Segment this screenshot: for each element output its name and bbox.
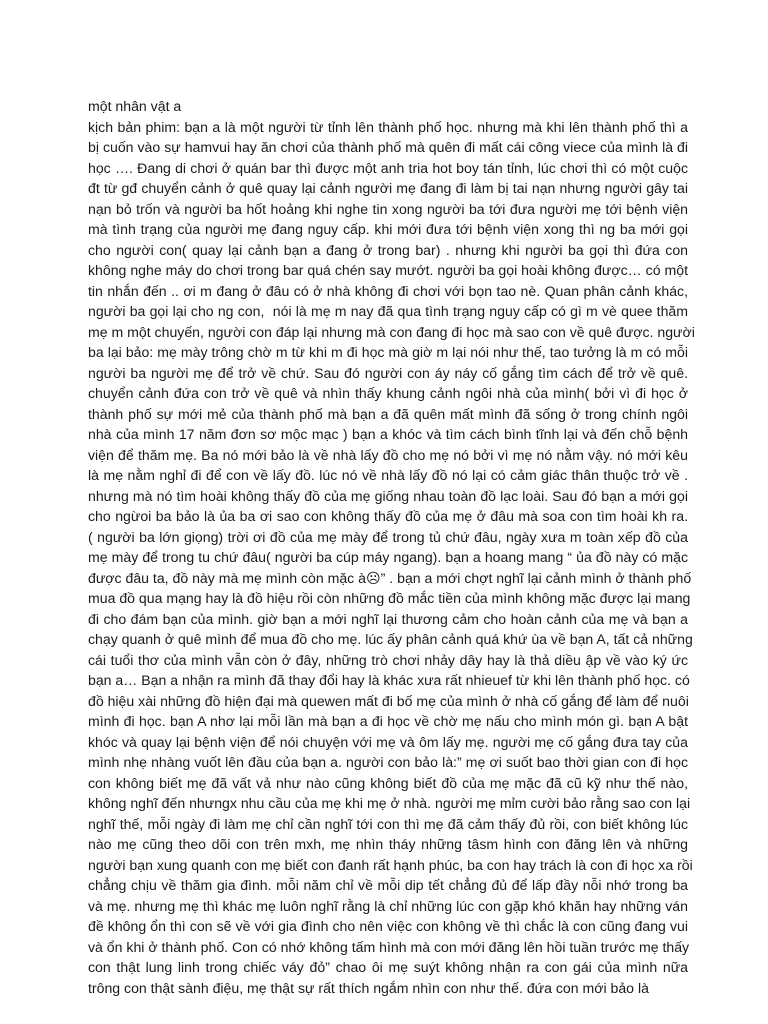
text-line: viện để thăm mẹ. Ba nó mới bảo là về nhà lấy đồ cho mẹ nó bởi vì mẹ nó nằm vậy. nó mới kêu: [88, 446, 688, 463]
text-line: trông con thật sành điệu, mẹ thật sự rất thích ngắm nhìn con như thế. đứa con mới bảo là: [88, 979, 649, 996]
text-line: đồ hiệu xài những đồ hiện đại mà quewen mất đi bố mẹ của mình ở nhà cố gắng để làm để nuôi: [88, 692, 689, 709]
document-page: [88, 96, 695, 998]
text-line: được đâu ta, đồ này mà mẹ mình còn mặc à☹” . bạn a mới chợt nghĩ lại cảnh mình ở thành phố: [88, 569, 692, 586]
text-line: kịch bản phim: bạn a là một người từ tỉnh lên thành phố học. nhưng mà khi lên thành phố thì a: [88, 118, 688, 135]
text-line: cho người con( quay lại cảnh bạn a đang ở trong bar) . nhưng khi người ba gọi thì đứa con: [88, 241, 688, 258]
document-title: một nhân vật a: [88, 98, 182, 114]
text-line: ( người ba lớn giọng) trời ơi đồ của mẹ mày để trong tủ chứ đâu, ngày xưa m toàn xếp đồ của: [88, 528, 688, 545]
text-line: và ổn khi ở thành phố. Con có nhớ không tấm hình mà con mới đăng lên hồi tuần trước mẹ thấy: [88, 938, 690, 955]
text-line: người ba gọi lại cho ng con, nói là mẹ m nay đã qua tình trạng nguy cấp có gì m vè quee thăm: [88, 303, 688, 319]
text-line: không nghĩ đến nhưngx nhu cầu của mẹ khi mẹ ở nhà. người mẹ mỉm cười bảo rằng sao con lại: [88, 795, 691, 811]
text-line: không nghe máy do chơi trong bar quá chén say mướt. người ba gọi hoài không được… có một: [88, 262, 688, 278]
text-line: cho ngừoi ba bảo là ủa ba ơi sao con không thấy đồ của mẹ ở đâu mà soa con tìm hoài kh ra.: [88, 508, 688, 524]
text-line: người ba người mẹ để trở về chứ. Sau đó người con áy náy cố gắng tìm cách để trở về quê.: [88, 364, 688, 381]
text-line: con thật lung linh trong chiếc váy đỏ” chao ôi mẹ suýt không nhận ra con gái của mình nữa: [88, 959, 688, 975]
text-line: chẳng chịu về thăm gia đình. mỗi năm chỉ về mỗi dip tết chẳng đủ để lấp đầy nỗi nhớ trong ba: [88, 877, 688, 893]
document-body: [88, 117, 695, 999]
text-line: con không biết mẹ đã vất vả như nào cũng không biết đồ của mẹ mặc đã cũ kỹ như thế nào,: [88, 774, 688, 791]
text-line: chạy quanh ở quê mình để mua đồ cho mẹ. lúc ấy phân cảnh quá khứ ùa về bạn A, tất cả những: [88, 631, 693, 647]
text-line: và mẹ. nhưng mẹ thì khác mẹ luôn nghĩ rằng là chỉ những lúc con gặp khó khăn hay những ván: [88, 897, 688, 914]
text-line: người bạn xung quanh con mẹ biết con đanh rất hạnh phúc, ba con hay trách là con đi học xa rồi: [88, 856, 693, 873]
text-line: mình nhẹ nhàng vuốt lên đầu của bạn a. người con bảo là:” mẹ ơi suốt bao thời gian con đi học: [88, 754, 688, 770]
text-line: bạn a… Bạn a nhận ra mình đã thay đổi hay là khác xưa rất nhieuef từ khi lên thành phố học. có: [88, 672, 690, 688]
text-line: đi cho đám bạn của mình. giờ bạn a mới nghĩ lại thương cảm cho hoàn cảnh của mẹ và bạn a: [88, 610, 688, 627]
text-line: bị cuốn vào sự hamvui hay ăn chơi của thành phố mà quên đi mất cái công viece của mình là đi: [88, 139, 688, 155]
text-line: nào mẹ cũng theo dõi con trên mxh, mẹ nhìn tháy những tâsm hình con đăng lên và những: [88, 836, 688, 852]
text-line: mua đồ qua mạng hay là đồ hiệu rồi còn những đồ mắc tiền của mình không mặc được lại mang: [88, 590, 691, 606]
text-line: ba lại bảo: mẹ mày trông chờ m từ khi m đi học mà giờ m lại nói như thế, tao tưởng là m có mỗi: [88, 344, 688, 360]
text-line: mẹ mày để trong tu chứ đâu( người ba cúp máy ngang). bạn a hoang mang “ ủa đồ này có mặc: [88, 549, 688, 565]
text-line: học …. Đang di chơi ở quán bar thì được một anh tria hot boy tán tỉnh, lúc chơi thì có một cuộc: [88, 159, 688, 176]
text-line: nghĩ thế, mỗi ngày đi làm mẹ chỉ cần nghĩ tới con thì mẹ đã cảm thấy đủ rồi, con biết không lúc: [88, 815, 688, 832]
text-line: chuyển cảnh đứa con trở về quê và nhìn thấy khung cảnh ngôi nhà của mình( bởi vì đi học ở: [88, 385, 688, 401]
text-line: tin nhắn đến .. ơi m đang ở đâu có ở nhà không đi chơi với bọn tao nè. Quan phân cảnh khác,: [88, 282, 688, 299]
text-line: mà tình trạng của người mẹ đang nguy cấp. khi mới đưa tới bệnh viện xong thì ng ba mới gọi: [88, 221, 688, 237]
text-line: mẹ m một chuyến, người con đáp lại nhưng mà con đang đi học mà sao con về quê được. người: [88, 323, 695, 340]
text-line: đề không ổn thì con sẽ về với gia đình cho nên việc con không về thì chắc là con cũng đang vui: [88, 918, 688, 934]
text-line: thành phố sự mới mẻ của thành phố mà bạn a đã quên mất mình đã sống ở trong chính ngôi: [88, 405, 688, 422]
text-line: khóc và quay lại bệnh viện để nói chuyện với mẹ và ôm lấy mẹ. người mẹ cố gắng đưa tay của: [88, 733, 688, 750]
text-line: là mẹ nằm nghỉ đi để con về lấy đồ. lúc nó về nhà lấy đồ nó lại có cảm giác thân thuộc trở về .: [88, 467, 688, 483]
text-line: đt từ gđ chuyển cảnh ở quê quay lại cảnh người mẹ đang đi làm bị tai nạn nhưng người gây tai: [88, 180, 688, 196]
text-line: nạn bỏ trốn và người ba hốt hoảng khi nghe tin xong người ba tới đưa người mẹ tới bệnh viện: [88, 200, 688, 217]
text-line: mình đi học. bạn A nhơ lại mỗi lần mà bạn a đi học về chờ mẹ nấu cho mình món gì. bạn A bật: [88, 713, 688, 729]
text-line: cái tuổi thơ của mình vẫn còn ở đây, những trò chơi nhảy dây hay là thả diều ập về vào ký ức: [88, 651, 688, 668]
text-line: nhưng mà nó tìm hoài không thấy đồ của mẹ giống nhau toàn đồ lạc loài. Sau đó bạn a mới gọi: [88, 487, 688, 504]
text-line: nhà của mình 17 năm đơn sơ mộc mạc ) bạn a khóc và tìm cách bình tĩnh lại và đến chỗ bệnh: [88, 426, 688, 442]
